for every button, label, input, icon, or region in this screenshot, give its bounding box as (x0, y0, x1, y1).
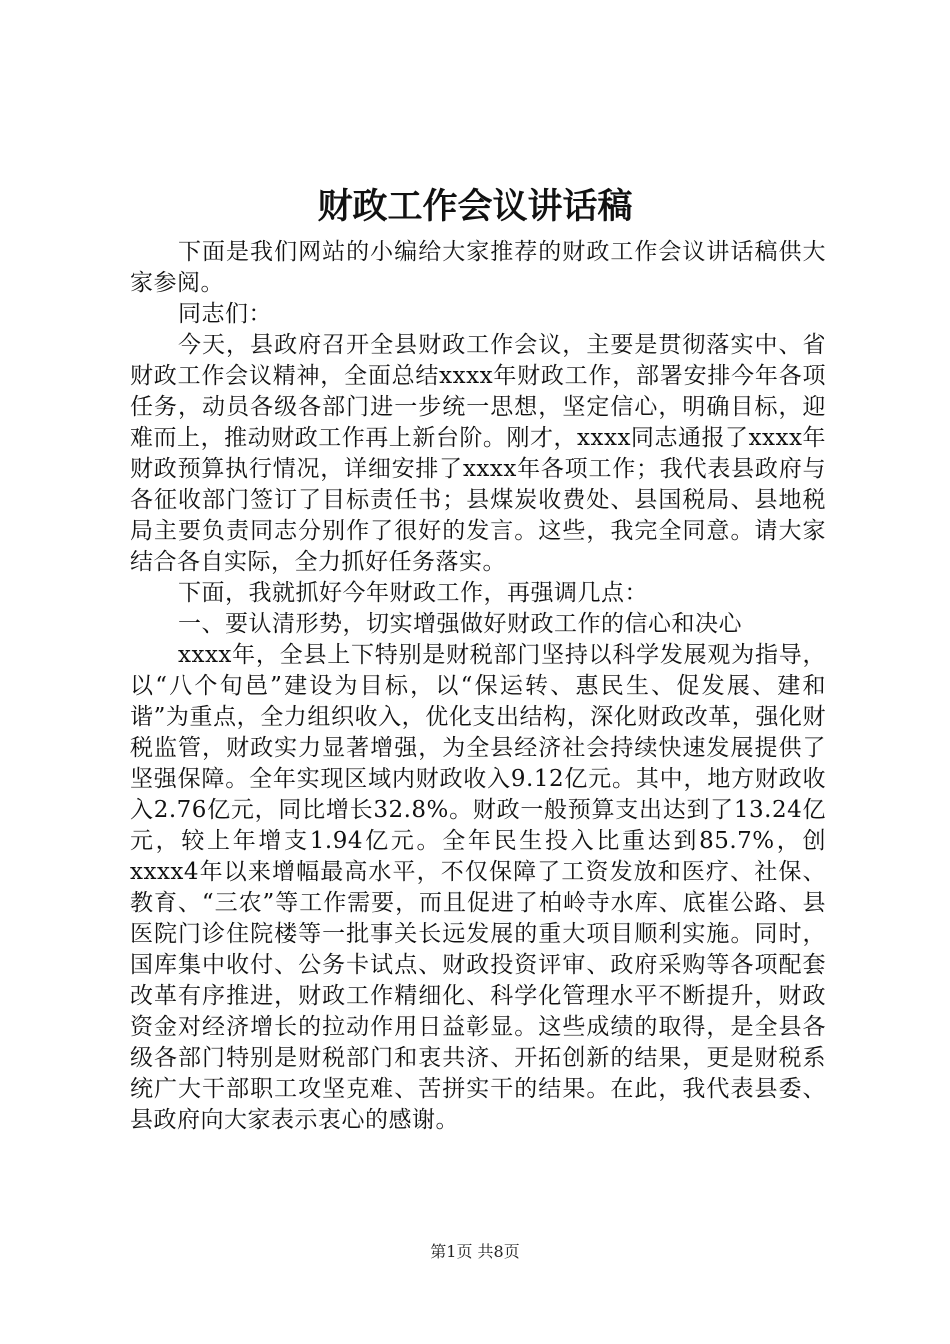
page-footer: 第1页 共8页 (430, 1242, 520, 1261)
document-body (130, 237, 826, 1136)
salutation: 同志们： (178, 301, 272, 327)
document-title: 财政工作会议讲话稿 (317, 186, 633, 227)
body-paragraph: xxxx年，全县上下特别是财税部门坚持以科学发展观为指导，以“八个旬邑”建设为目标，以“保运转、惠民生、促发展、建和谐”为重点，全力组织收入，优化支出结构，深化财政改革，强化财税监管，财政实力显著增强，为全县经济社会持续快速发展提供了坚强保障。全年实现区域内财政收入9.12亿元。其中，地方财政收入2.76亿元，同比增长32.8%。财政一般预算支出达到了13.24亿元，较上年增支1.94亿元。全年民生投入比重达到85.7%，创xxxx4年以来增幅最高水平，不仅保障了工资发放和医疗、社保、教育、“三农”等工作需要，而且促进了柏岭寺水库、底崔公路、县医院门诊住院楼等一批事关长远发展的重大项目顺利实施。同时，国库集中收付、公务卡试点、财政投资评审、政府采购等各项配套改革有序推进，财政工作精细化、科学化管理水平不断提升，财政资金对经济增长的拉动作用日益彰显。这些成绩的取得，是全县各级各部门特别是财税部门和衷共济、开拓创新的结果，更是财税系统广大干部职工攻坚克难、苦拼实干的结果。在此，我代表县委、县政府向大家表示衷心的感谢。 (130, 642, 826, 1133)
body-paragraph: 下面，我就抓好今年财政工作，再强调几点： (178, 580, 648, 606)
body-paragraph: 今天，县政府召开全县财政工作会议，主要是贯彻落实中、省财政工作会议精神，全面总结xxxx年财政工作，部署安排今年各项任务，动员各级各部门进一步统一思想，坚定信心，明确目标，迎难而上，推动财政工作再上新台阶。刚才，xxxx同志通报了xxxx年财政预算执行情况，详细安排了xxxx年各项工作；我代表县政府与各征收部门签订了目标责任书；县煤炭收费处、县国税局、县地税局主要负责同志分别作了很好的发言。这些，我完全同意。请大家结合各自实际，全力抓好任务落实。 (130, 332, 826, 575)
intro-paragraph: 下面是我们网站的小编给大家推荐的财政工作会议讲话稿供大家参阅。 (130, 239, 826, 296)
section-heading: 一、要认清形势，切实增强做好财政工作的信心和决心 (178, 611, 742, 637)
